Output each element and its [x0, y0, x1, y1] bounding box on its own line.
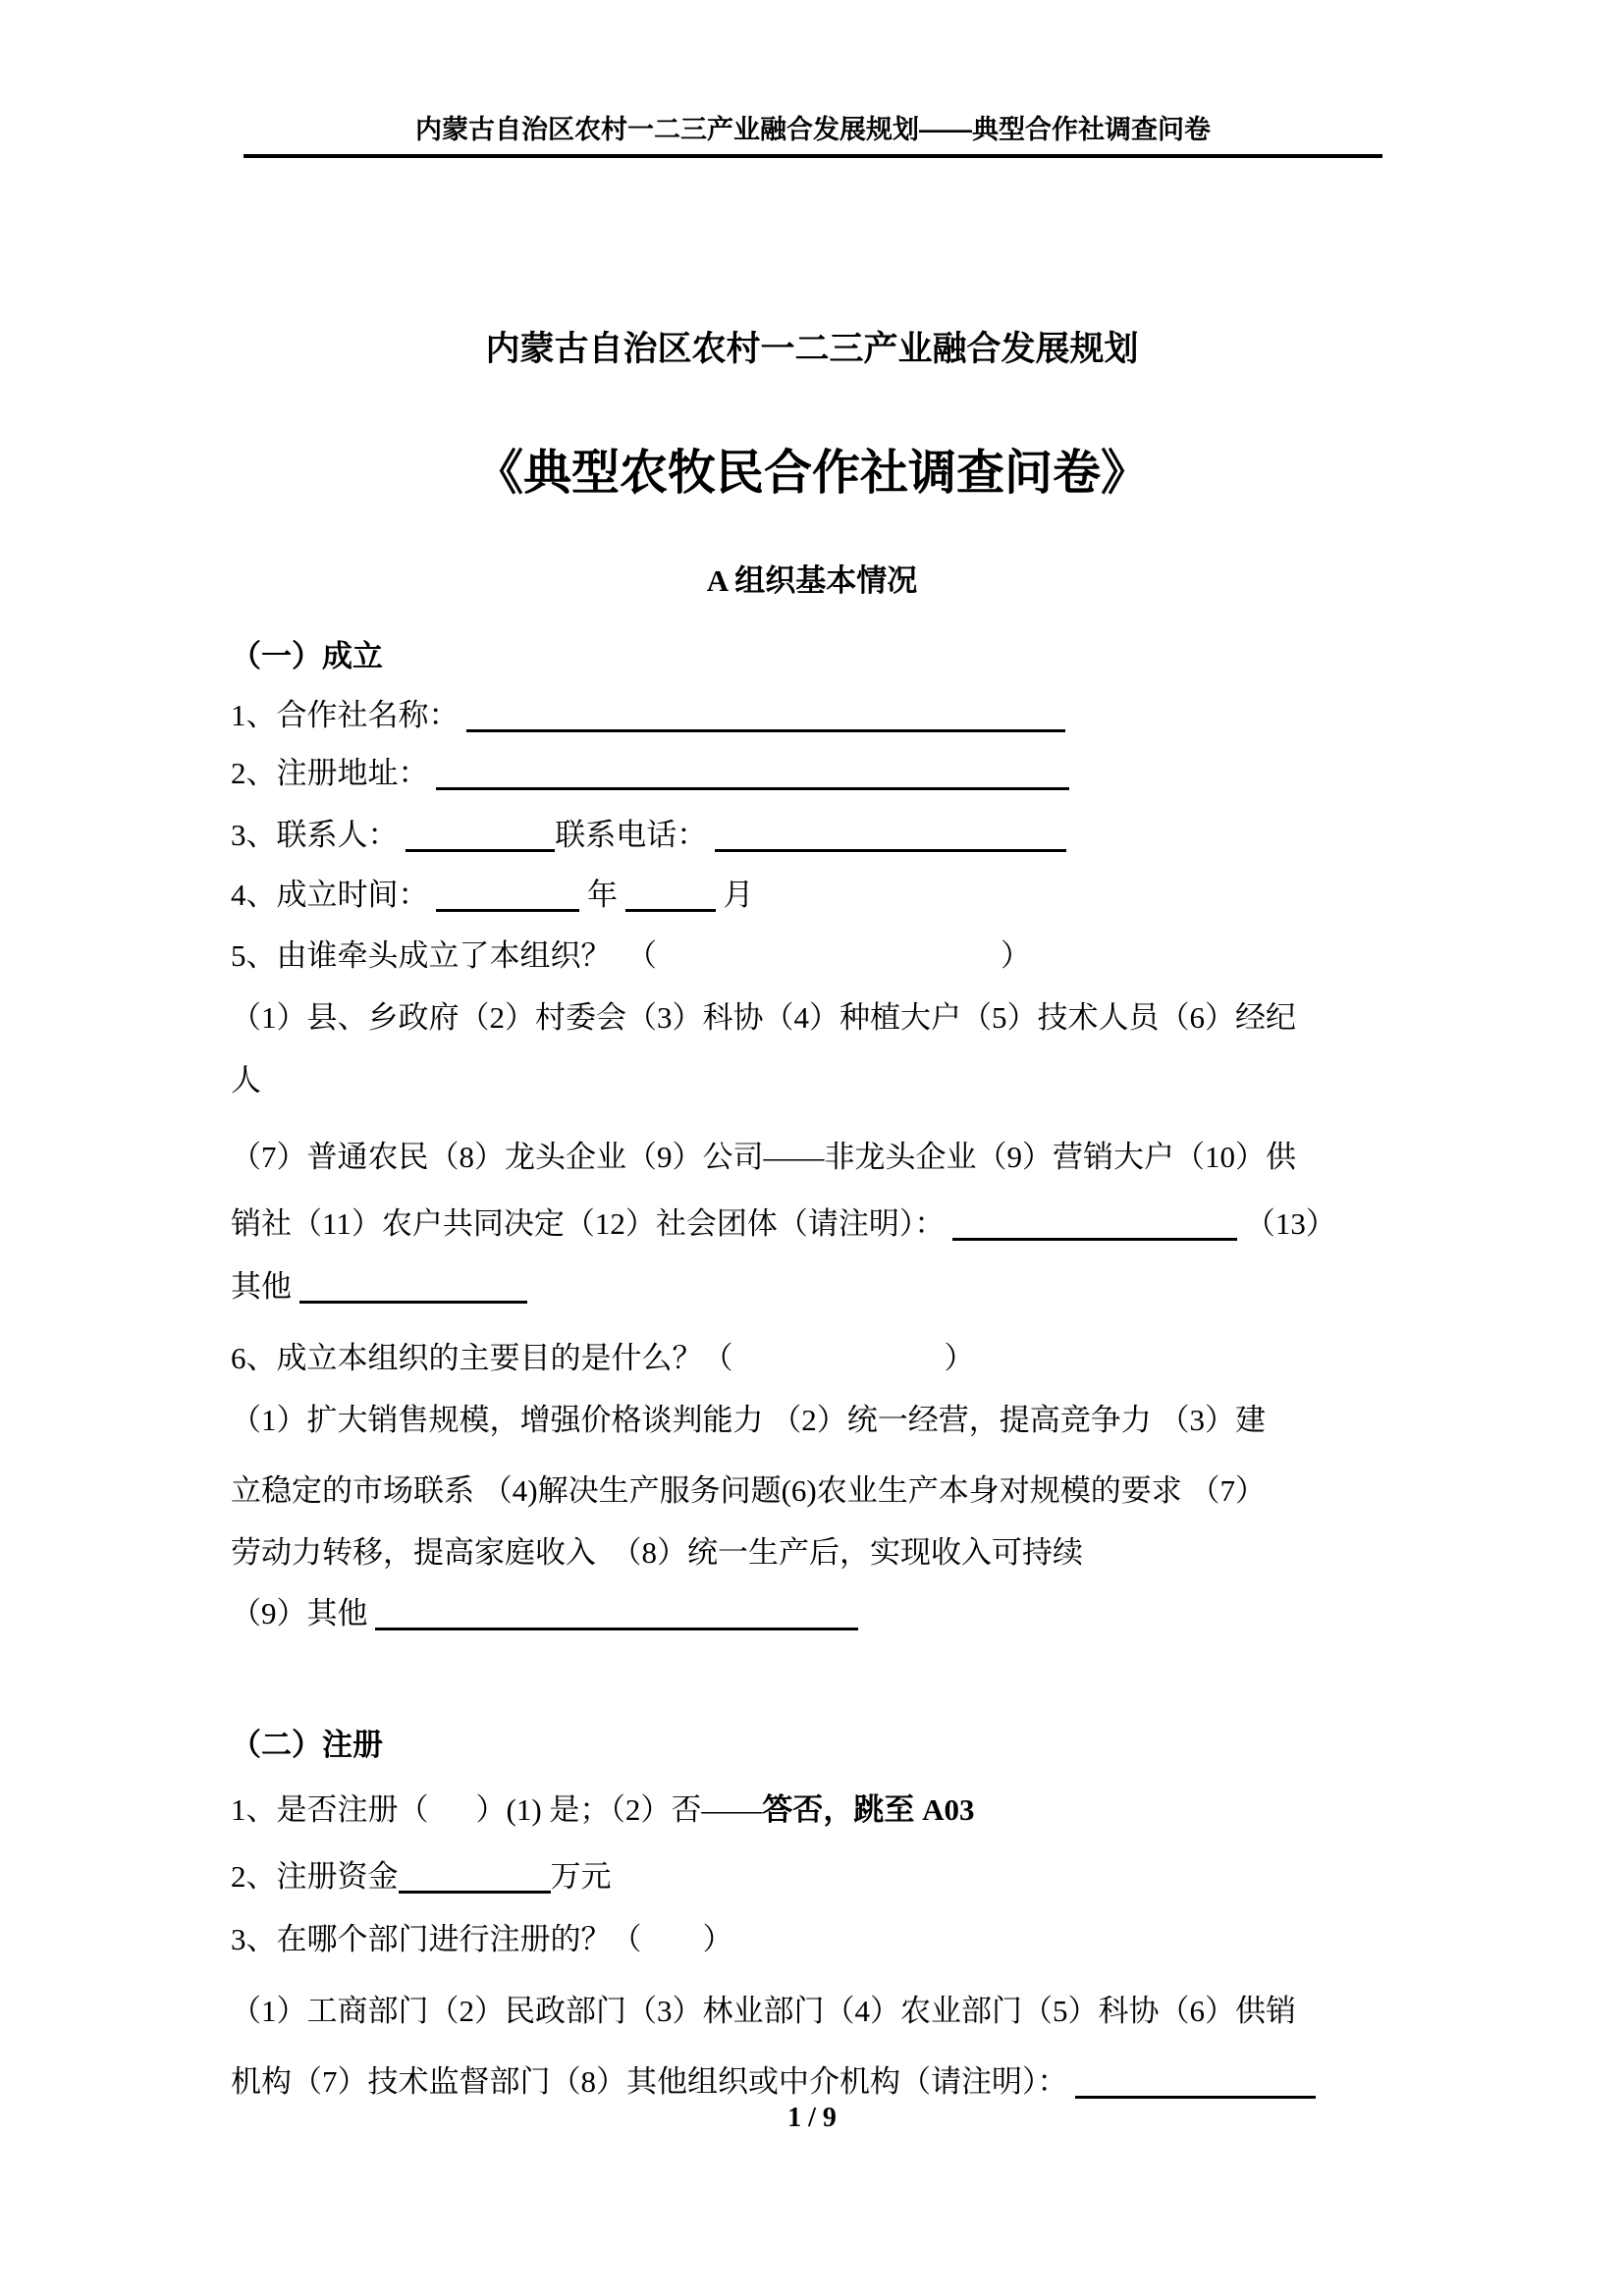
q5-options-line-3 [231, 1126, 1296, 1188]
text-run: 6、成立本组织的主要目的是什么？（ [231, 1341, 733, 1375]
text-run: 4、成立时间： [231, 878, 437, 912]
text-run: 1、合作社名称： [231, 698, 467, 732]
text-run: 5、由谁牵头成立了本组织？ （ [231, 938, 657, 973]
text-run: 机构（7）技术监督部门（8）其他组织或中介机构（请注明）： [231, 2064, 1076, 2099]
q5-options-line-2 [231, 1049, 261, 1111]
text-run: （7）普通农民（8）龙头企业（9）公司——非龙头企业（9）营销大户（10）供 [231, 1140, 1296, 1174]
text-run: 销社（11）农户共同决定（12）社会团体（请注明）： [231, 1206, 953, 1241]
text-run: （二）注册 [231, 1728, 383, 1762]
text-run: ） [702, 1922, 733, 1956]
text-run: （一）成立 [231, 639, 383, 673]
fill-in-blank [406, 848, 555, 852]
text-run: 1、是否注册（ [231, 1792, 429, 1827]
r2-registered-capital [231, 1845, 612, 1907]
fill-in-blank [399, 1890, 551, 1894]
r1-is-registered [231, 1779, 975, 1841]
text-run: （1）县、乡政府（2）村委会（3）科协（4）种植大户（5）技术人员（6）经纪 [231, 1000, 1296, 1035]
text-run: （1）工商部门（2）民政部门（3）林业部门（4）农业部门（5）科协（6）供销 [231, 1994, 1296, 2028]
q1-cooperative-name [231, 684, 1065, 746]
section-2-heading [231, 1714, 383, 1776]
fill-in-blank [299, 1300, 527, 1304]
q6-options-line-1 [231, 1389, 1266, 1451]
q4-founding-date [231, 864, 754, 926]
section-a-heading: A 组织基本情况 [706, 563, 918, 598]
fill-in-blank [1075, 2095, 1316, 2099]
text-run: 3、在哪个部门进行注册的？（ [231, 1922, 642, 1956]
text-run: 2、注册资金 [231, 1859, 399, 1894]
fill-in-blank [436, 786, 1069, 790]
text-run: ） [944, 1341, 975, 1375]
r3-question [231, 1908, 733, 1970]
text-run: 立稳定的市场联系 （4)解决生产服务问题(6)农业生产本身对规模的要求 （7） [231, 1473, 1266, 1508]
text-run: （1）扩大销售规模，增强价格谈判能力 （2）统一经营，提高竞争力 （3）建 [231, 1403, 1266, 1437]
document-subtitle: 内蒙古自治区农村一二三产业融合发展规划 [485, 330, 1139, 368]
text-run: （13） [1237, 1206, 1336, 1241]
text-run: ） [1001, 938, 1031, 973]
q5-options-line-1 [231, 987, 1296, 1048]
q5-question [231, 925, 1031, 987]
q6-option-9-other [231, 1582, 858, 1644]
document-title: 《典型农牧民合作社调查问卷》 [474, 447, 1149, 500]
fill-in-blank [625, 908, 716, 912]
text-run: （9）其他 [231, 1596, 376, 1630]
text-run: 答否，跳至 A03 [762, 1792, 975, 1827]
r3-options-line-1 [231, 1980, 1296, 2042]
q5-options-line-5 [231, 1255, 527, 1317]
q6-options-line-3 [231, 1522, 1083, 1583]
q3-contact [231, 804, 1066, 866]
q6-question [231, 1327, 975, 1389]
fill-in-blank [375, 1627, 858, 1630]
text-run: 联系电话： [555, 818, 715, 852]
text-run: 年 [579, 878, 625, 912]
text-run: 2、注册地址： [231, 756, 437, 790]
page-header-title: 内蒙古自治区农村一二三产业融合发展规划——典型合作社调查问卷 [244, 114, 1382, 158]
section-1-heading [231, 625, 383, 687]
text-run: 3、联系人： [231, 818, 406, 852]
text-run: 其他 [231, 1269, 299, 1304]
text-run: ）(1) 是；（2）否—— [475, 1792, 763, 1827]
text-run: 人 [231, 1063, 261, 1097]
fill-in-blank [715, 848, 1066, 852]
text-run: 月 [715, 878, 754, 912]
text-run: 万元 [550, 1859, 612, 1894]
page-number: 1 / 9 [787, 2103, 837, 2133]
fill-in-blank [466, 728, 1065, 732]
fill-in-blank [952, 1237, 1237, 1241]
q2-registered-address [231, 742, 1069, 804]
q5-options-line-4 [231, 1193, 1336, 1255]
text-run: 劳动力转移，提高家庭收入 （8）统一生产后，实现收入可持续 [231, 1535, 1083, 1570]
fill-in-blank [436, 908, 579, 912]
q6-options-line-2 [231, 1460, 1266, 1522]
